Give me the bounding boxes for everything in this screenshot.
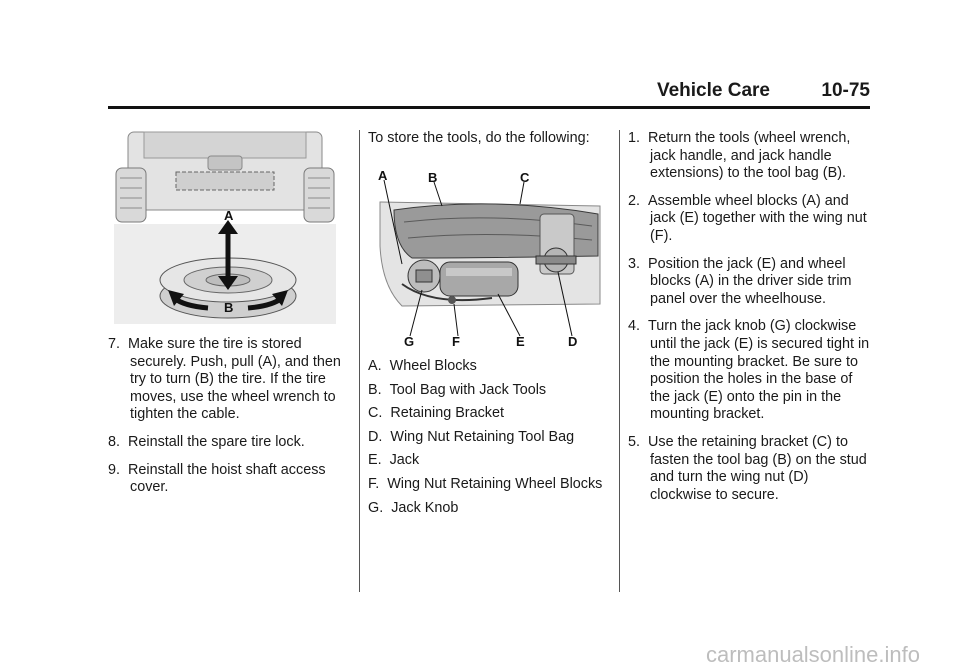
figure-label-c: C [520,170,530,185]
jack-tool-bag-illustration [372,166,604,348]
figure-label-e: E [516,334,525,348]
spare-tire-illustration [114,128,336,324]
legend-item: D. Wing Nut Retaining Tool Bag [368,428,575,445]
step-7: 7. Make sure the tire is stored securely. Push, pull (A), and then try to turn (B) the tire. If the tire moves, use the wheel wrench to tighten the cable. [108,336,341,423]
column-divider-1 [359,130,360,592]
figure-label-a: A [224,208,234,223]
column-3 [628,130,873,514]
figure-label-a: A [378,168,388,183]
step-9: 9. Reinstall the hoist shaft access cover. [108,461,326,496]
section-title: Vehicle Care [656,80,770,101]
figure-label-d: D [568,334,578,348]
page-header [108,78,870,109]
column-divider-2 [619,130,620,592]
step-8: 8. Reinstall the spare tire lock. [108,433,305,450]
column-2 [368,130,608,156]
store-step-4: 4. Turn the jack knob (G) clockwise until the jack (E) is secured tight in the mounting bracket. Be sure to position the holes in the base of the jack (E) onto the pin in the mounting bracket. [628,318,870,423]
watermark: carmanualsonline.info [705,642,920,667]
legend-item: G. Jack Knob [368,499,459,516]
legend-item: B. Tool Bag with Jack Tools [368,381,547,398]
column-1 [108,336,348,507]
legend-item: C. Retaining Bracket [368,405,504,422]
tool-legend [368,358,608,523]
legend-item: E. Jack [368,452,420,469]
tool-storage-intro: To store the tools, do the following: [368,130,590,146]
figure-label-b: B [428,170,438,185]
store-step-5: 5. Use the retaining bracket (C) to fasten the tool bag (B) on the stud and turn the wing nut (D) clockwise to secure. [628,433,867,503]
figure-label-g: G [404,334,415,348]
figure-label-f: F [452,334,460,348]
legend-item: F. Wing Nut Retaining Wheel Blocks [368,475,603,492]
store-step-3: 3. Position the jack (E) and wheel blocks (A) in the driver side trim panel over the wheelhouse. [628,255,852,307]
legend-item: A. Wheel Blocks [368,358,477,374]
page-number: 10-75 [821,80,870,101]
figure-label-b: B [224,300,234,315]
store-step-2: 2. Assemble wheel blocks (A) and jack (E) together with the wing nut (F). [628,192,867,244]
store-step-1: 1. Return the tools (wheel wrench, jack handle, and jack handle extensions) to the tool bag (B). [628,130,851,182]
